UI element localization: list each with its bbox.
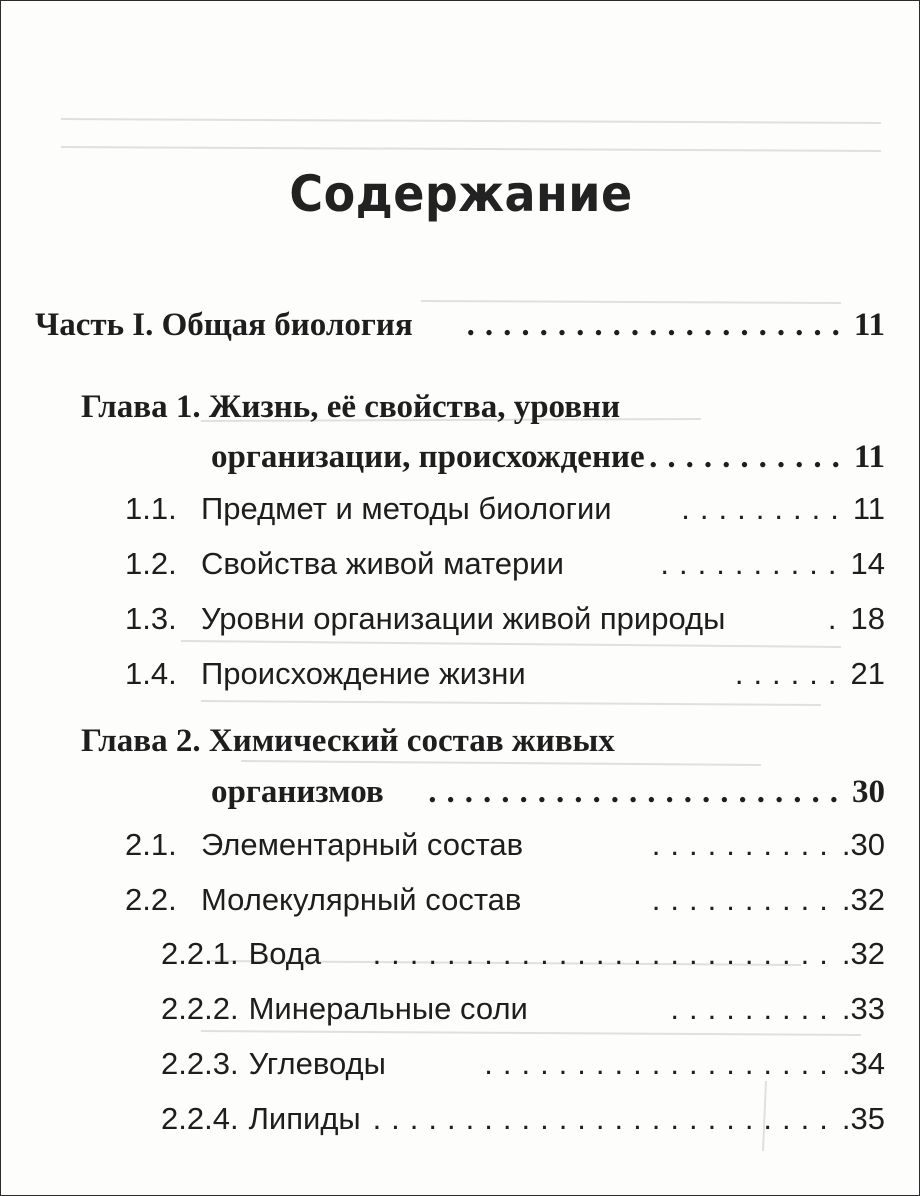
section-number: 1.3.: [125, 601, 177, 636]
leader-dots: ...........: [649, 439, 850, 475]
toc-entry-subsection[interactable]: [161, 1101, 885, 1137]
toc-page-number: .33: [841, 991, 885, 1026]
subsection-title: Вода: [248, 936, 322, 971]
toc-entry-section[interactable]: [125, 491, 885, 527]
toc-entry-label: [125, 882, 521, 918]
subsection-number: 2.2.2.: [161, 991, 239, 1026]
leader-dots: .........................: [372, 1101, 838, 1136]
toc-entry-label: [125, 827, 523, 863]
toc-entry-label: Часть I. Общая биология: [35, 307, 413, 343]
toc-entry-label: [161, 1101, 361, 1137]
toc-entry-label: [125, 546, 564, 582]
toc-page-number: 11: [853, 307, 885, 343]
section-number: 1.2.: [125, 546, 177, 581]
toc-chapter-title-line1[interactable]: Глава 2. Химический состав живых: [81, 723, 615, 759]
section-title: Уровни организации живой природы: [201, 601, 726, 636]
subsection-title: Углеводы: [248, 1046, 386, 1081]
leader-dots: .....................: [466, 307, 850, 343]
section-number: 1.4.: [125, 656, 177, 691]
toc-page-number: 11: [853, 439, 885, 475]
toc-page-number: 11: [852, 491, 885, 526]
leader-dots: ......: [734, 656, 847, 691]
toc-entry-section[interactable]: [125, 601, 885, 637]
section-number: 2.2.: [125, 882, 177, 917]
toc-chapter-title-line1[interactable]: Глава 1. Жизнь, её свойства, уровни: [81, 389, 621, 425]
toc-entry-chapter[interactable]: [211, 774, 885, 811]
toc-page-number: .30: [841, 827, 885, 862]
toc-entry-section[interactable]: [125, 656, 885, 692]
toc-entry-label: [125, 656, 526, 692]
subsection-title: Минеральные соли: [248, 991, 528, 1026]
subsection-title: Липиды: [248, 1101, 361, 1136]
leader-dots: ..........: [651, 882, 838, 917]
toc-page-number: .35: [841, 1101, 885, 1136]
toc-chapter-title-line2: организмов: [211, 774, 384, 810]
leader-dots: ..........: [660, 546, 847, 581]
page-title: Содержание: [289, 165, 633, 223]
toc-entry-section[interactable]: [125, 882, 885, 918]
leader-dots: .........: [681, 491, 849, 526]
toc-entry-chapter[interactable]: [211, 439, 885, 476]
toc-entry-section[interactable]: [125, 827, 885, 863]
subsection-number: 2.2.4.: [161, 1101, 239, 1136]
section-title: Происхождение жизни: [201, 656, 526, 691]
section-title: Молекулярный состав: [201, 882, 522, 917]
toc-entry-label: [161, 936, 321, 972]
leader-dots: .........: [670, 991, 838, 1026]
toc-entry-subsection[interactable]: [161, 1046, 885, 1082]
leader-dots: .........................: [372, 936, 838, 971]
section-number: 1.1.: [125, 491, 177, 526]
toc-entry-label: [125, 601, 725, 637]
leader-dots: ...................: [484, 1046, 838, 1081]
toc-entry-part[interactable]: [35, 307, 885, 344]
toc-entry-section[interactable]: [125, 546, 885, 582]
toc-page-number: 30: [852, 774, 885, 810]
toc-entry-label: [125, 491, 612, 527]
subsection-number: 2.2.3.: [161, 1046, 239, 1081]
toc-entry-subsection[interactable]: [161, 991, 885, 1027]
toc-page-number: 21: [850, 656, 885, 691]
section-number: 2.1.: [125, 827, 177, 862]
toc-page-number: .32: [841, 882, 885, 917]
subsection-number: 2.2.1.: [161, 936, 239, 971]
toc-chapter-title-line2: организации, происхождение: [211, 439, 645, 475]
section-title: Свойства живой материи: [201, 546, 564, 581]
leader-dots: .: [827, 601, 847, 636]
toc-page-number: 14: [850, 546, 885, 581]
toc-entry-subsection[interactable]: [161, 936, 885, 972]
section-title: Элементарный состав: [201, 827, 524, 862]
section-title: Предмет и методы биологии: [201, 491, 612, 526]
toc-entry-label: [161, 1046, 386, 1082]
leader-dots: ..........: [651, 827, 838, 862]
toc-page-number: 18: [850, 601, 885, 636]
toc-entry-label: [161, 991, 528, 1027]
leader-dots: .......................: [428, 774, 848, 810]
toc-page-number: .34: [841, 1046, 885, 1081]
toc-page-number: .32: [841, 936, 885, 971]
